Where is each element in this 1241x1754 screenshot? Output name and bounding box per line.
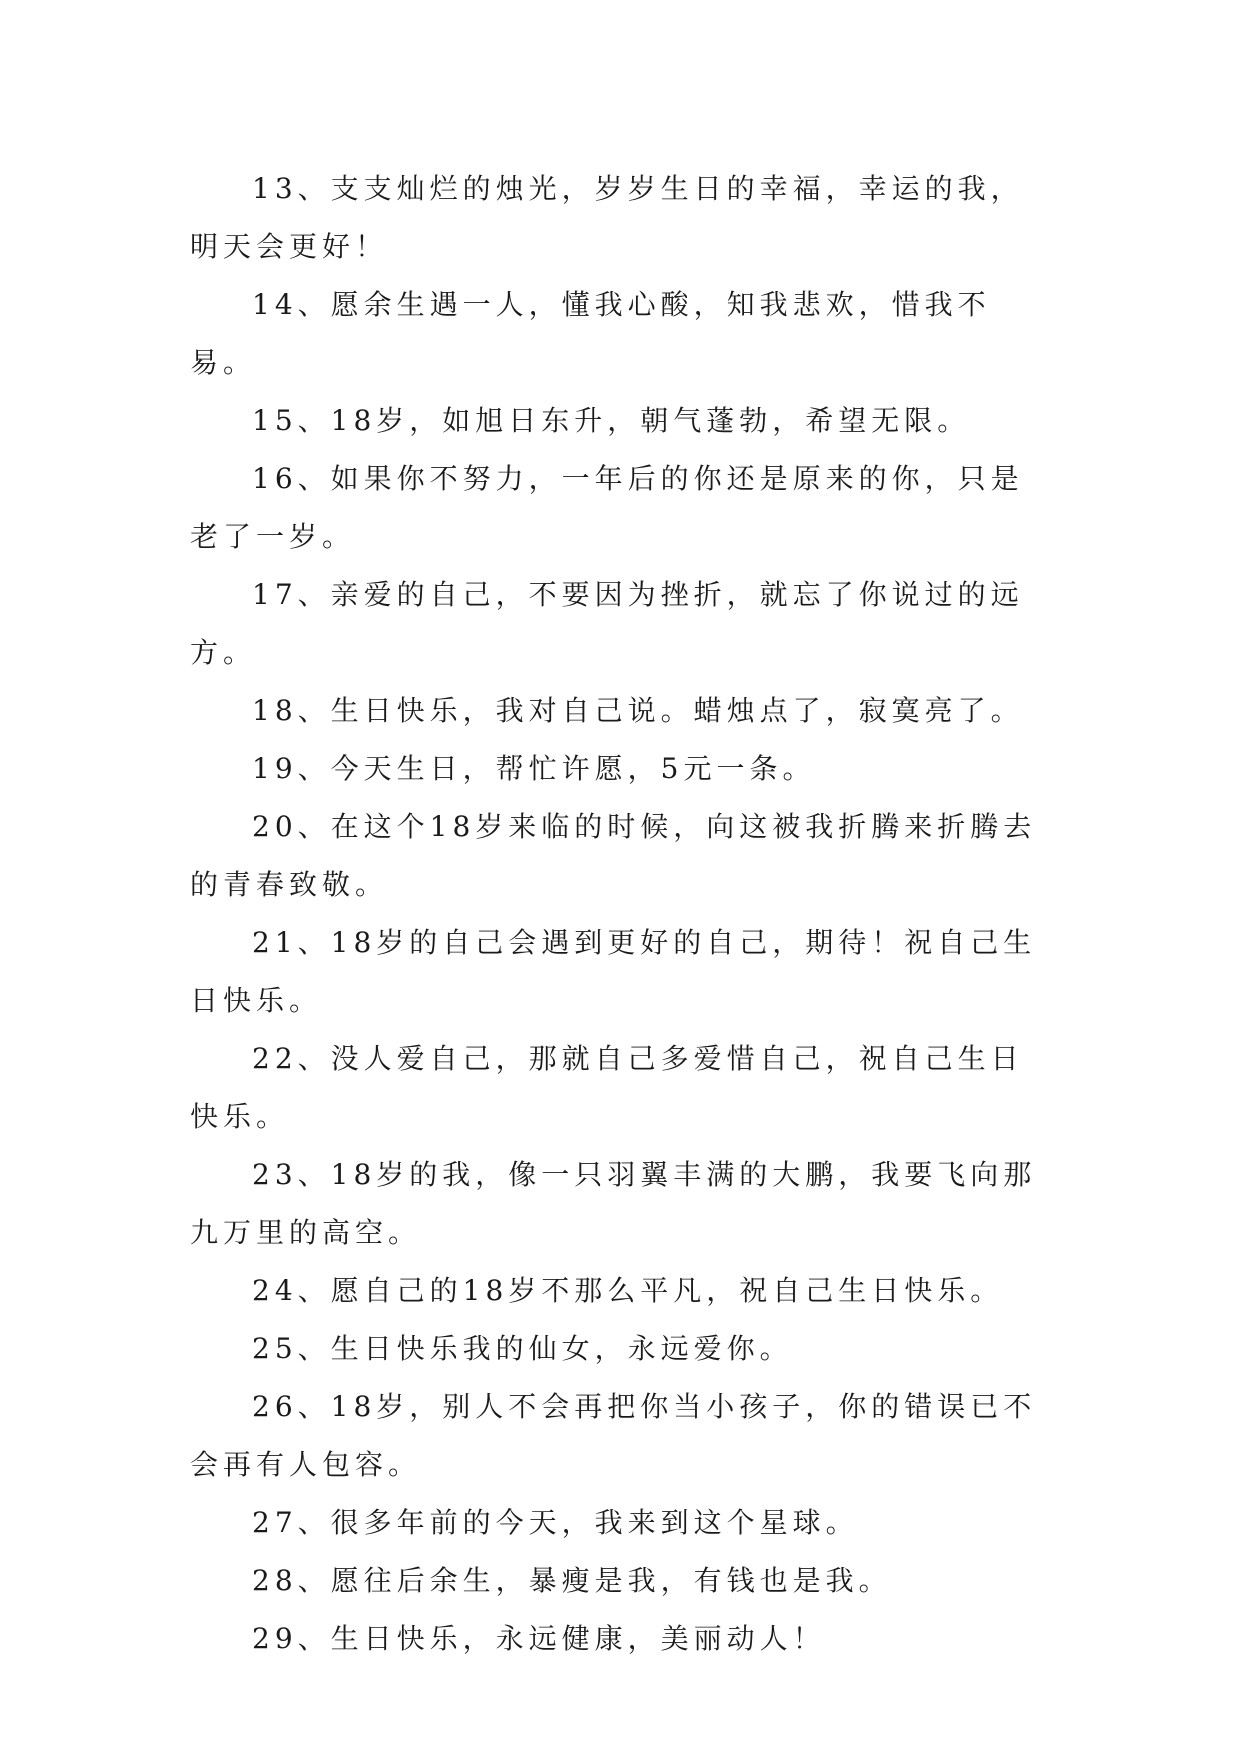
list-item: 15、18岁，如旭日东升，朝气蓬勃，希望无限。 xyxy=(252,404,971,437)
list-item: 16、如果你不努力，一年后的你还是原来的你，只是老了一岁。 xyxy=(190,462,1024,553)
list-item: 24、愿自己的18岁不那么平凡，祝自己生日快乐。 xyxy=(252,1274,1004,1307)
list-item: 17、亲爱的自己，不要因为挫折，就忘了你说过的远方。 xyxy=(190,578,1024,669)
list-item: 28、愿往后余生，暴瘦是我，有钱也是我。 xyxy=(252,1564,892,1597)
list-item: 19、今天生日，帮忙许愿，5元一条。 xyxy=(252,752,816,785)
list-item: 13、支支灿烂的烛光，岁岁生日的幸福，幸运的我，明天会更好！ xyxy=(190,172,1024,263)
list-item: 25、生日快乐我的仙女，永远爱你。 xyxy=(252,1332,793,1365)
list-item: 26、18岁，别人不会再把你当小孩子，你的错误已不会再有人包容。 xyxy=(190,1390,1037,1481)
list-item: 27、很多年前的今天，我来到这个星球。 xyxy=(252,1506,859,1539)
list-item: 23、18岁的我，像一只羽翼丰满的大鹏，我要飞向那九万里的高空。 xyxy=(190,1158,1037,1249)
list-item: 22、没人爱自己，那就自己多爱惜自己，祝自己生日快乐。 xyxy=(190,1042,1024,1133)
list-item: 20、在这个18岁来临的时候，向这被我折腾来折腾去的青春致敬。 xyxy=(190,810,1037,901)
list-item: 21、18岁的自己会遇到更好的自己，期待！祝自己生日快乐。 xyxy=(190,926,1037,1017)
document-body xyxy=(190,160,1050,1668)
list-item: 29、生日快乐，永远健康，美丽动人！ xyxy=(252,1622,826,1655)
list-item: 18、生日快乐，我对自己说。蜡烛点了，寂寞亮了。 xyxy=(252,694,1024,727)
list-item: 14、愿余生遇一人，懂我心酸，知我悲欢，惜我不易。 xyxy=(190,288,991,379)
